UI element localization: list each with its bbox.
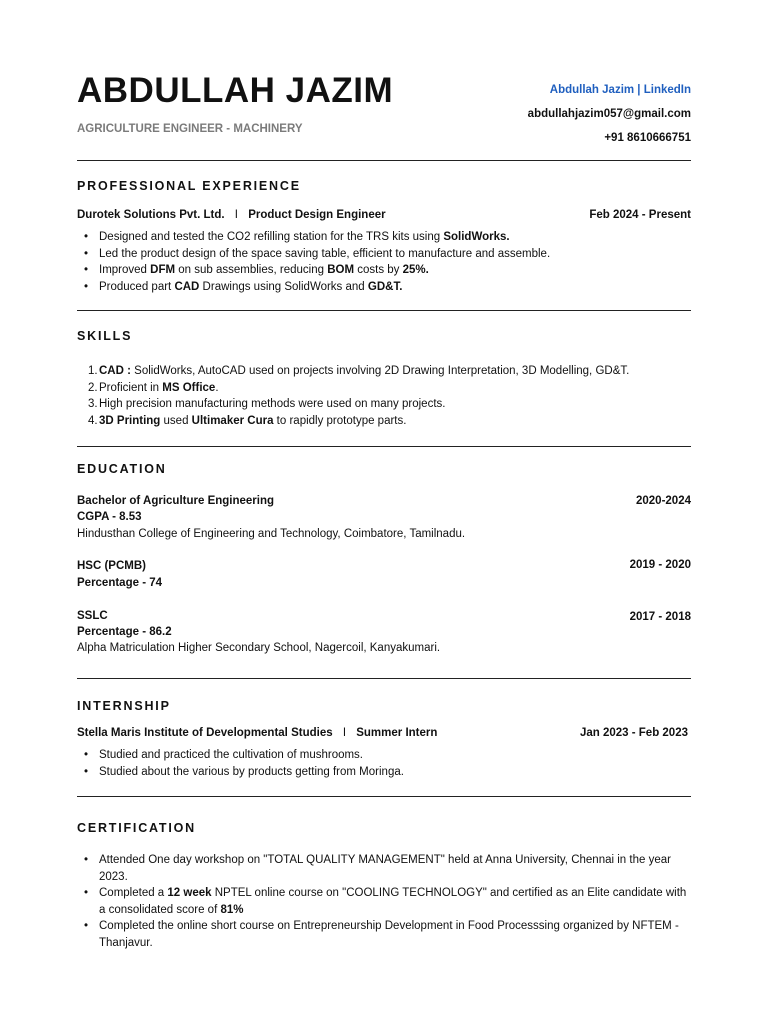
hsc-score: Percentage - 74 xyxy=(77,577,163,589)
list-number: 1. xyxy=(88,365,98,377)
education-degree-row xyxy=(77,493,691,510)
internship-title: Summer Intern xyxy=(356,727,438,739)
internship-dates: Jan 2023 - Feb 2023 xyxy=(579,727,688,739)
bold-text: 25%. xyxy=(402,264,429,276)
hsc-dates: 2019 - 2020 xyxy=(629,559,691,571)
text-run: Completed the online short course on Entrepreneurship Development in Food Processsing organized by NFTEM - Thanjavur. xyxy=(99,920,679,949)
list-number: 3. xyxy=(88,398,98,410)
experience-bullet xyxy=(77,262,691,279)
internship-bullet xyxy=(77,764,691,781)
text-run: SolidWorks, AutoCAD used on projects involving 2D Drawing Interpretation, 3D Modelling, GD&T. xyxy=(130,365,630,377)
text-run: on sub assemblies, reducing xyxy=(175,264,328,276)
contact-block xyxy=(528,78,691,150)
sslc-school: Alpha Matriculation Higher Secondary School, Nagercoil, Kanyakumari. xyxy=(77,642,441,654)
experience-bullet xyxy=(77,246,691,263)
text-run: Designed and tested the CO2 refilling station for the TRS kits using xyxy=(99,231,444,243)
skill-item xyxy=(77,363,691,380)
email-address[interactable]: abdullahjazim057@gmail.com xyxy=(527,108,691,120)
text-run: to rapidly prototype parts. xyxy=(273,414,407,427)
job-title: Product Design Engineer xyxy=(248,209,386,221)
skill-item xyxy=(77,396,691,413)
internship-bullet xyxy=(77,747,691,764)
bold-text: 12 week xyxy=(167,887,212,899)
text-run: Proficient in xyxy=(99,381,163,394)
candidate-title: AGRICULTURE ENGINEER - MACHINERY xyxy=(77,123,303,135)
phone-number: +91 8610666751 xyxy=(604,132,691,144)
bold-text: CAD : xyxy=(99,365,131,377)
sslc-dates: 2017 - 2018 xyxy=(629,611,691,623)
section-divider xyxy=(77,310,691,311)
text-run: Studied and practiced the cultivation of mushrooms. xyxy=(99,749,364,761)
internship-heading: INTERNSHIP xyxy=(77,699,171,713)
internship-row xyxy=(77,725,691,742)
list-number: 2. xyxy=(88,381,98,394)
experience-dates: Feb 2024 - Present xyxy=(589,209,691,221)
separator: I xyxy=(342,727,347,739)
education-heading: EDUCATION xyxy=(77,462,167,476)
skills-heading: SKILLS xyxy=(77,329,133,343)
bold-text: DFM xyxy=(150,264,176,276)
company-name: Durotek Solutions Pvt. Ltd. xyxy=(77,209,225,221)
degree-school: Hindusthan College of Engineering and Technology, Coimbatore, Tamilnadu. xyxy=(77,528,466,540)
text-run: Produced part xyxy=(99,280,175,293)
internship-bullets xyxy=(77,747,691,780)
bold-text: GD&T. xyxy=(367,280,403,293)
education-hsc-row xyxy=(77,558,691,575)
internship-org: Stella Maris Institute of Developmental Studies xyxy=(77,727,333,739)
text-run: Attended One day workshop on "TOTAL QUALITY MANAGEMENT" held at Anna University, Chennai in the year 2023. xyxy=(99,854,671,883)
text-run: Led the product design of the space saving table, efficient to manufacture and assemble. xyxy=(99,247,551,260)
sslc-score: Percentage - 86.2 xyxy=(77,626,172,638)
certification-bullet xyxy=(77,885,691,918)
degree-score: CGPA - 8.53 xyxy=(77,511,142,523)
list-number: 4. xyxy=(88,414,98,427)
text-run: Completed a xyxy=(99,887,168,899)
sslc-name: SSLC xyxy=(77,610,108,622)
section-divider xyxy=(77,796,691,797)
section-divider xyxy=(77,678,691,679)
linkedin-link[interactable]: Abdullah Jazim | LinkedIn xyxy=(549,84,691,96)
bold-text: SolidWorks. xyxy=(443,231,510,243)
experience-bullet xyxy=(77,229,691,246)
bold-text: CAD xyxy=(174,280,200,293)
degree-dates: 2020-2024 xyxy=(636,495,691,507)
experience-row xyxy=(77,207,691,224)
skill-item xyxy=(77,380,691,397)
certification-bullets xyxy=(77,852,691,951)
certification-bullet xyxy=(77,918,691,951)
certification-bullet xyxy=(77,852,691,885)
skills-list xyxy=(77,363,691,429)
text-run: Studied about the various by products getting from Moringa. xyxy=(99,765,404,778)
candidate-name: ABDULLAH JAZIM xyxy=(77,71,394,110)
text-run: used xyxy=(160,414,192,427)
section-divider xyxy=(77,160,691,161)
bold-text: 81% xyxy=(220,903,244,916)
text-run: Improved xyxy=(99,264,151,276)
text-run: NPTEL online course on "COOLING TECHNOLOGY" and certified as an Elite candidate with a consolidated score of xyxy=(99,887,687,916)
bold-text: BOM xyxy=(327,264,355,276)
education-sslc-row xyxy=(77,608,691,625)
text-run: costs by xyxy=(354,264,403,276)
bold-text: Ultimaker Cura xyxy=(191,414,274,427)
experience-heading: PROFESSIONAL EXPERIENCE xyxy=(77,179,301,193)
bold-text: MS Office xyxy=(162,381,216,394)
skill-item xyxy=(77,413,691,430)
section-divider xyxy=(77,446,691,447)
experience-bullet xyxy=(77,279,691,296)
degree-name: Bachelor of Agriculture Engineering xyxy=(77,495,275,507)
text-run: High precision manufacturing methods were used on many projects. xyxy=(99,398,446,410)
bold-text: 3D Printing xyxy=(99,414,161,427)
hsc-name: HSC (PCMB) xyxy=(77,560,146,572)
separator: I xyxy=(234,209,238,221)
text-run: . xyxy=(215,381,219,394)
experience-bullets xyxy=(77,229,691,295)
certification-heading: CERTIFICATION xyxy=(77,821,196,835)
text-run: Drawings using SolidWorks and xyxy=(199,280,368,293)
